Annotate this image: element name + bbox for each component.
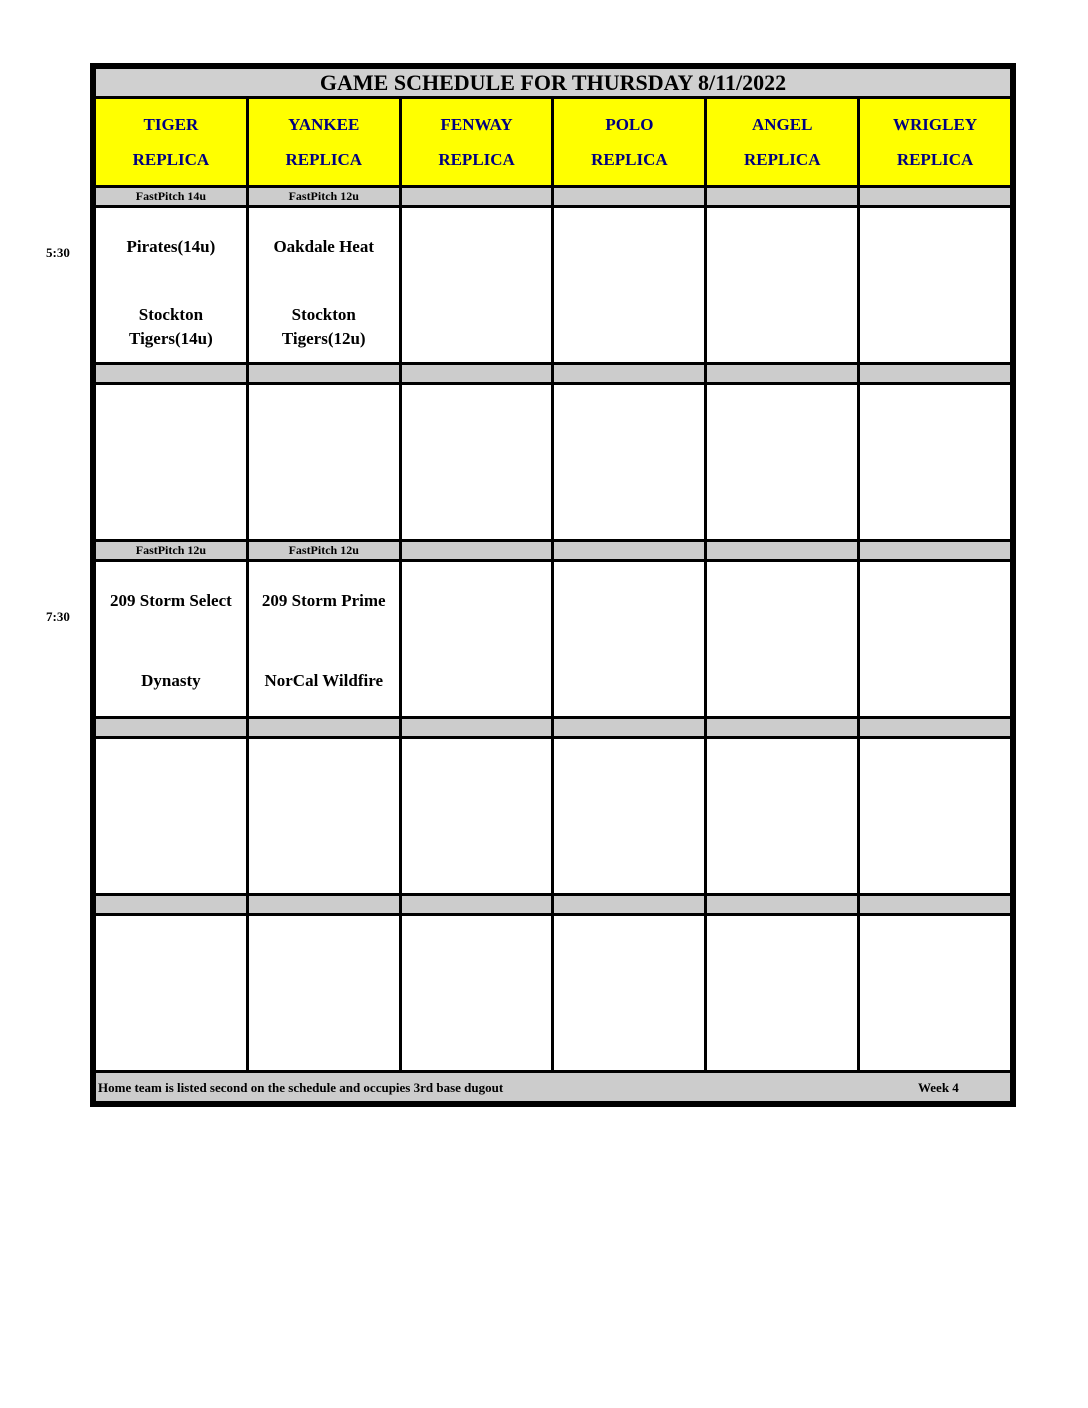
field-type: REPLICA [132, 150, 210, 169]
schedule-footer [95, 1072, 1012, 1103]
division-label [400, 187, 553, 207]
field-name: POLO [605, 115, 654, 134]
time-label-slot-1: 5:30 [46, 245, 70, 260]
home-team: NorCal Wildfire [264, 671, 383, 690]
game-row [95, 915, 1012, 1072]
game-cell [400, 561, 553, 718]
field-header-yankee [247, 98, 400, 187]
game-cell [706, 207, 859, 364]
division-label [859, 541, 1012, 561]
schedule-body [95, 187, 1012, 1072]
division-label: FastPitch 12u [247, 187, 400, 207]
game-cell [859, 561, 1012, 718]
division-label [247, 364, 400, 384]
division-band [95, 364, 1012, 384]
division-label: FastPitch 12u [95, 541, 248, 561]
field-type: REPLICA [743, 150, 821, 169]
game-cell [706, 738, 859, 895]
field-header-angel [706, 98, 859, 187]
division-label [706, 364, 859, 384]
game-cell [247, 915, 400, 1072]
field-name: FENWAY [440, 115, 513, 134]
field-header-row [95, 98, 1012, 187]
division-label [859, 895, 1012, 915]
game-cell [859, 384, 1012, 541]
game-cell [247, 384, 400, 541]
field-type: REPLICA [896, 150, 974, 169]
schedule-table [90, 63, 1016, 1107]
field-header-fenway [400, 98, 553, 187]
division-label: FastPitch 12u [247, 541, 400, 561]
field-header-polo [553, 98, 706, 187]
division-label [706, 718, 859, 738]
division-label [553, 364, 706, 384]
division-label [553, 541, 706, 561]
division-label [400, 541, 553, 561]
game-row [95, 384, 1012, 541]
division-label [400, 364, 553, 384]
division-label [247, 895, 400, 915]
division-label [706, 541, 859, 561]
game-cell [400, 915, 553, 1072]
schedule-title: GAME SCHEDULE FOR THURSDAY 8/11/2022 [95, 68, 1012, 98]
away-team: 209 Storm Prime [261, 591, 386, 610]
division-label: FastPitch 14u [95, 187, 248, 207]
division-band [95, 541, 1012, 561]
division-label [706, 187, 859, 207]
game-cell [247, 561, 400, 718]
game-cell [706, 915, 859, 1072]
game-cell [95, 738, 248, 895]
game-cell [859, 738, 1012, 895]
game-cell [706, 561, 859, 718]
division-label [247, 718, 400, 738]
division-label [859, 364, 1012, 384]
field-type: REPLICA [438, 150, 515, 169]
home-team-note: Home team is listed second on the schedule and occupies 3rd base dugout [98, 1080, 504, 1095]
week-label: Week 4 [918, 1080, 959, 1095]
game-cell [400, 207, 553, 364]
division-label [400, 718, 553, 738]
division-band [95, 187, 1012, 207]
division-label [553, 718, 706, 738]
division-label [553, 895, 706, 915]
away-team: Pirates(14u) [126, 237, 216, 256]
division-label [95, 718, 248, 738]
home-team: Stockton Tigers(12u) [281, 305, 366, 348]
field-header-tiger [95, 98, 248, 187]
game-cell [553, 384, 706, 541]
division-label [859, 187, 1012, 207]
game-cell [247, 207, 400, 364]
division-band [95, 718, 1012, 738]
away-team: Oakdale Heat [273, 237, 375, 256]
away-team: 209 Storm Select [110, 591, 232, 610]
division-label [95, 364, 248, 384]
game-cell [95, 207, 248, 364]
game-cell [95, 561, 248, 718]
game-cell [95, 384, 248, 541]
home-team: Stockton Tigers(14u) [129, 305, 213, 348]
game-row [95, 207, 1012, 364]
division-label [706, 895, 859, 915]
game-cell [553, 738, 706, 895]
game-row [95, 738, 1012, 895]
field-header-wrigley [859, 98, 1012, 187]
game-cell [400, 738, 553, 895]
division-band [95, 895, 1012, 915]
game-cell [706, 384, 859, 541]
game-row [95, 561, 1012, 718]
home-team: Dynasty [141, 671, 201, 690]
field-name: WRIGLEY [893, 115, 978, 134]
time-label-slot-3: 7:30 [46, 609, 70, 624]
field-name: YANKEE [288, 115, 360, 134]
game-cell [553, 915, 706, 1072]
field-type: REPLICA [591, 150, 668, 169]
game-cell [247, 738, 400, 895]
game-cell [400, 384, 553, 541]
game-cell [859, 207, 1012, 364]
division-label [95, 895, 248, 915]
division-label [553, 187, 706, 207]
field-name: TIGER [143, 115, 199, 134]
field-type: REPLICA [285, 150, 362, 169]
game-cell [553, 561, 706, 718]
game-cell [553, 207, 706, 364]
field-name: ANGEL [751, 115, 813, 134]
division-label [859, 718, 1012, 738]
game-cell [859, 915, 1012, 1072]
game-cell [95, 915, 248, 1072]
division-label [400, 895, 553, 915]
